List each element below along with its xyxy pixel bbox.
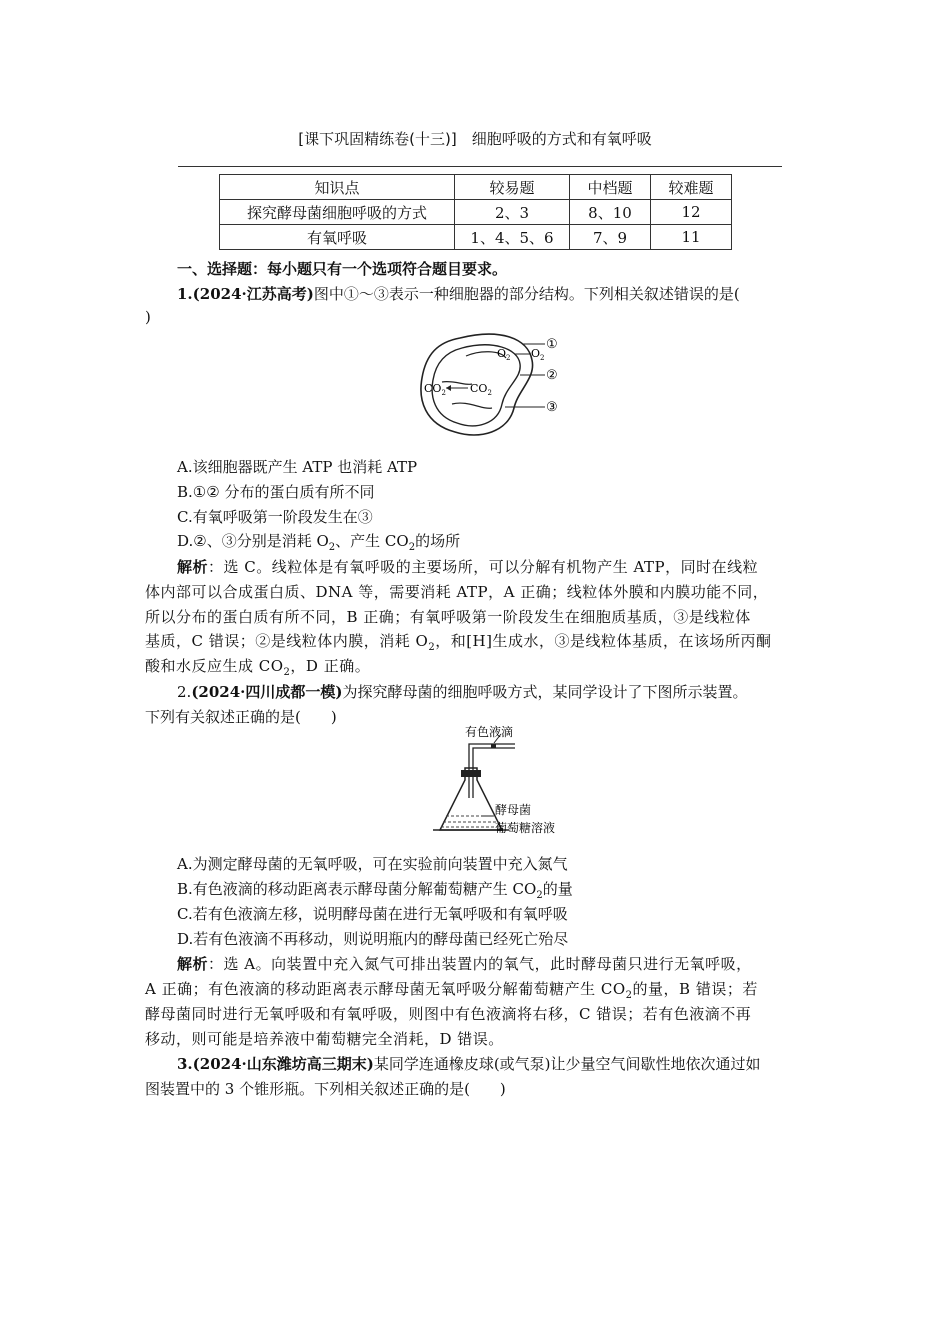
- table-header-cell: 中档题: [570, 175, 651, 200]
- droplet-label: 有色液滴: [465, 725, 514, 739]
- label-3: ③: [546, 400, 558, 415]
- q3-source: 3.(2024·山东潍坊高三期末): [177, 1055, 374, 1073]
- q2-source: (2024·四川成都一模): [191, 683, 343, 701]
- co2-label-outer: $CO_2$: [424, 382, 446, 397]
- q2-option-d: D.若有色液滴不再移动，则说明瓶内的酵母菌已经死亡殆尽: [177, 930, 569, 948]
- glucose-label: 葡萄糖溶液: [495, 821, 556, 835]
- q3-stem-line1: 3.(2024·山东潍坊高三期末)某同学连通橡皮球(或气泵)让少量空气间歇性地依次通过如: [177, 1055, 761, 1073]
- q1-analysis-line5: 酸和水反应生成 $CO_2$，D 正确。: [145, 657, 371, 678]
- colored-droplet: [491, 744, 496, 748]
- page-title: [课下巩固精练卷(十三)] 细胞呼吸的方式和有氧呼吸: [298, 130, 652, 148]
- q2-analysis-line3: 酵母菌同时进行无氧呼吸和有氧呼吸，则图中有色液滴将右移，C 错误；若有色液滴不再: [145, 1005, 752, 1023]
- analysis-label: 解析: [177, 955, 209, 973]
- rubber-stopper: [461, 770, 481, 777]
- co2-arrowhead: [446, 385, 451, 391]
- table-row: [220, 225, 732, 250]
- table-header-cell: 较易题: [455, 175, 570, 200]
- label-1: ①: [546, 337, 558, 352]
- q1-option-d: D.②、③分别是消耗 $O_2$、产生 $CO_2$的场所: [177, 532, 461, 553]
- table-cell: 1、4、5、6: [455, 225, 570, 250]
- q2-stem-line1: 2.(2024·四川成都一模)为探究酵母菌的细胞呼吸方式，某同学设计了下图所示装置。: [177, 683, 748, 701]
- knowledge-table: [219, 174, 732, 250]
- table-cell: 7、9: [570, 225, 651, 250]
- yeast-label: 酵母菌: [495, 803, 532, 817]
- conical-flask: [440, 768, 502, 830]
- q2-stem-line2: 下列有关叙述正确的是( ): [145, 708, 337, 726]
- q1-stem-line1: [177, 283, 740, 304]
- table-cell: 探究酵母菌细胞呼吸的方式: [220, 200, 455, 225]
- q1-option-b: B.①② 分布的蛋白质有所不同: [177, 483, 375, 501]
- q2-analysis-line1: 解析：选 A。向装置中充入氮气可排出装置内的氧气，此时酵母菌只进行无氧呼吸，: [177, 955, 752, 973]
- table-cell: 8、10: [570, 200, 651, 225]
- table-cell: 12: [651, 200, 732, 225]
- table-header-cell: 较难题: [651, 175, 732, 200]
- o2-label-inner: $O_2$: [497, 347, 511, 362]
- q2-option-c: C.若有色液滴左移，说明酵母菌在进行无氧呼吸和有氧呼吸: [177, 905, 568, 923]
- q1-stem: 图中①～③表示一种细胞器的部分结构。下列相关叙述错误的是(: [313, 285, 740, 303]
- section-heading: 一、选择题：每小题只有一个选项符合题目要求。: [177, 260, 508, 278]
- table-cell: 11: [651, 225, 732, 250]
- q1-analysis-line2: 体内部可以合成蛋白质、DNA 等，需要消耗 ATP，A 正确；线粒体外膜和内膜功能不同，: [145, 583, 769, 601]
- analysis-label: 解析: [177, 558, 209, 576]
- q2-analysis-line2: A 正确；有色液滴的移动距离表示酵母菌无氧呼吸分解葡萄糖产生 $CO_2$的量，B 错误；若: [145, 980, 758, 1001]
- q1-source: 1.(2024·江苏高考): [177, 285, 314, 303]
- mitochondrion-figure: [410, 330, 580, 445]
- q1-stem-line2: ): [145, 308, 151, 326]
- label-2: ②: [546, 368, 558, 383]
- q2-analysis-line4: 移动，则可能是培养液中葡萄糖完全消耗，D 错误。: [145, 1030, 504, 1048]
- q1-analysis-line4: 基质，C 错误；②是线粒体内膜，消耗 $O_2$，和[H]生成水，③是线粒体基质，在该场所丙酮: [145, 632, 772, 653]
- q1-option-a: A.该细胞器既产生 ATP 也消耗 ATP: [177, 458, 418, 476]
- table-header-row: [220, 175, 732, 200]
- q1-option-c: C.有氧呼吸第一阶段发生在③: [177, 508, 373, 526]
- o2-label-outer: $O_2$: [531, 347, 545, 362]
- table-row: [220, 200, 732, 225]
- q1-analysis-line1: 解析：选 C。线粒体是有氧呼吸的主要场所，可以分解有机物产生 ATP，同时在线粒: [177, 558, 759, 576]
- title-divider: [178, 166, 782, 167]
- co2-label-inner: $CO_2$: [470, 382, 492, 397]
- table-cell: 有氧呼吸: [220, 225, 455, 250]
- cristae: [442, 352, 506, 409]
- q2-option-a: A.为测定酵母菌的无氧呼吸，可在实验前向装置中充入氮气: [177, 855, 568, 873]
- q1-analysis-line3: 所以分布的蛋白质有所不同，B 正确；有氧呼吸第一阶段发生在细胞质基质，③是线粒体: [145, 608, 751, 626]
- q3-stem-line2: 图装置中的 3 个锥形瓶。下列相关叙述正确的是( ): [145, 1080, 506, 1098]
- table-cell: 2、3: [455, 200, 570, 225]
- table-header-cell: 知识点: [220, 175, 455, 200]
- q2-option-b: B.有色液滴的移动距离表示酵母菌分解葡萄糖产生 $CO_2$的量: [177, 880, 573, 901]
- yeast-apparatus-figure: [415, 722, 590, 844]
